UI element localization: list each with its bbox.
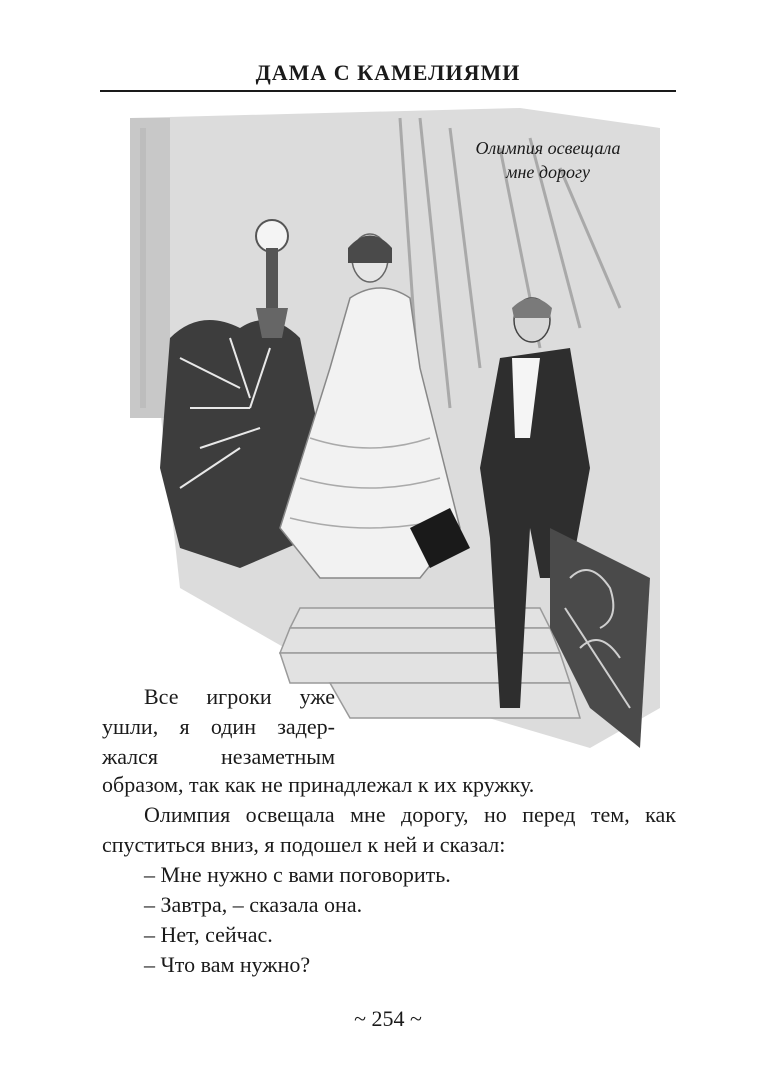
engraving-illustration [120, 108, 660, 758]
caption-line: мне дорогу [505, 162, 591, 182]
text-line: образом, так как не принадлежал к их кружку. [102, 772, 535, 797]
dialogue-line: – Завтра, – сказала она. [144, 892, 363, 917]
illustration-caption [438, 136, 658, 184]
text-line: спуститься вниз, я подошел к ней и сказал: [102, 832, 506, 857]
wrapped-text [102, 682, 335, 772]
text-line: жался незаметным [102, 744, 335, 769]
dialogue-line: – Что вам нужно? [144, 952, 311, 977]
body-text [102, 770, 676, 980]
text-line: Все игроки уже [144, 684, 335, 709]
dialogue-line: – Мне нужно с вами поговорить. [144, 862, 451, 887]
header-rule [100, 90, 676, 92]
text-line: ушли, я один задер- [102, 714, 335, 739]
running-head: ДАМА С КАМЕЛИЯМИ [255, 60, 521, 85]
dialogue-line: – Нет, сейчас. [144, 922, 273, 947]
caption-line: Олимпия освещала [475, 138, 621, 158]
page-number: ~ 254 ~ [354, 1006, 422, 1031]
text-line: Олимпия освещала мне дорогу, но перед тем, как [144, 802, 676, 827]
